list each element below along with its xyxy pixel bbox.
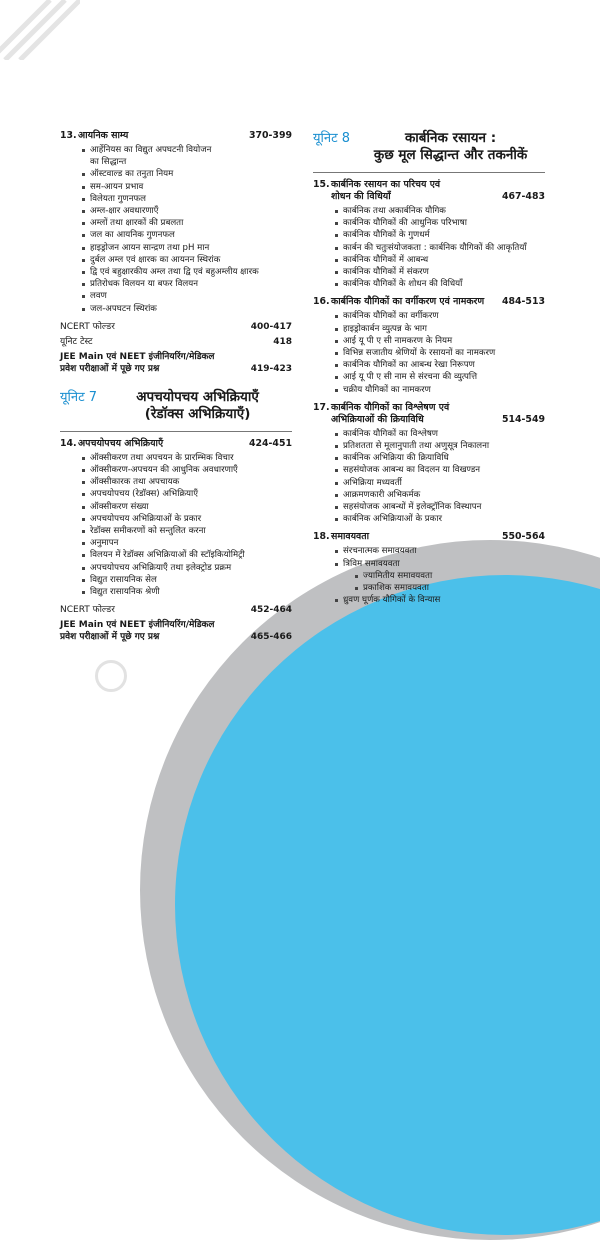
list-item: अपचयोपचय अभिक्रियाएँ तथा इलेक्ट्रोड प्रक्रम (60, 562, 292, 574)
page-range: 452-464 (250, 605, 292, 616)
right-column (313, 130, 545, 612)
list-item: कार्बनिक यौगिकों की आधुनिक परिभाषा (313, 217, 545, 229)
list-item: विलयन में रेडॉक्स अभिक्रियाओं की स्टॉइकियोमिट्री (60, 549, 292, 561)
unit-tag: यूनिट 8 (313, 131, 351, 146)
chapter-13-heading (60, 130, 292, 142)
corner-stripes-decoration (0, 0, 80, 60)
chapter-18-heading (313, 531, 545, 543)
list-item: जल-अपघटन स्थिरांक (60, 303, 292, 315)
page-range: 514-549 (501, 413, 545, 425)
list-item: सहसंयोजक आबन्धों में इलेक्ट्रॉनिक विस्थापन (313, 501, 545, 513)
list-item: विभिन्न सजातीय श्रेणियों के रसायनों का नामकरण (313, 347, 545, 359)
ncert-folder-entry (60, 321, 292, 333)
list-item: विलेयता गुणनफल (60, 193, 292, 205)
page-range: 465-466 (250, 632, 292, 643)
unit-tag: यूनिट 7 (60, 389, 98, 405)
page-range: 424-451 (248, 437, 292, 449)
list-item: ध्रुवण घूर्णक यौगिकों के विन्यास (313, 594, 545, 606)
chapter-16-topics (313, 310, 545, 395)
list-item: विद्युत रासायनिक श्रेणी (60, 586, 292, 598)
list-item: ऑक्सीकरण-अपचयन की आधुनिक अवधारणाएँ (60, 464, 292, 476)
chapter-title: समावयवता (331, 531, 370, 543)
divider (60, 431, 292, 432)
list-item: द्वि एवं बहुक्षारकीय अम्ल तथा द्वि एवं बहुअम्लीय क्षारक (60, 266, 292, 278)
list-item: कार्बनिक अभिक्रिया की क्रियाविधि (313, 452, 545, 464)
list-item: कार्बनिक यौगिकों में संकरण (313, 266, 545, 278)
list-item: ज्यामितीय समावयवता (313, 570, 545, 582)
entry-label: प्रवेश परीक्षाओं में पूछे गए प्रश्न (60, 363, 160, 374)
list-item: कार्बनिक अभिक्रियाओं के प्रकार (313, 513, 545, 525)
chapter-16-heading (313, 296, 545, 308)
chapter-14-topics (60, 452, 292, 598)
chapter-17-heading (313, 402, 545, 426)
list-item: आक्रमणकारी अभिकर्मक (313, 489, 545, 501)
page-range: 370-399 (248, 130, 292, 141)
exam-questions-entry (60, 619, 292, 631)
chapter-number: 16. (313, 296, 330, 308)
list-item: अपचयोपचय (रेडॉक्स) अभिक्रियाएँ (60, 488, 292, 500)
list-item: हाइड्रोजन आयन सान्द्रण तथा pH मान (60, 242, 292, 254)
list-item: कार्बनिक यौगिकों का विश्लेषण (313, 428, 545, 440)
chapter-number: 17. (313, 401, 330, 413)
chapter-title: अपचयोपचय अभिक्रियाएँ (78, 437, 164, 449)
list-item: संरचनात्मक समावयवता (313, 545, 545, 557)
list-item: का सिद्धान्त (90, 157, 127, 168)
list-item: कार्बन की चतुःसंयोजकता : कार्बनिक यौगिकों की आकृतियाँ (313, 242, 545, 254)
list-item: रेडॉक्स समीकरणों को सन्तुलित करना (60, 525, 292, 537)
entry-label: JEE Main एवं NEET इंजीनियरिंग/मेडिकल (60, 620, 215, 631)
entry-label: यूनिट टेस्ट (60, 336, 93, 347)
exam-questions-entry-cont (60, 363, 292, 375)
chapter-15-heading (313, 179, 545, 203)
page-range: 484-513 (501, 296, 545, 308)
list-item: सम-आयन प्रभाव (60, 181, 292, 193)
ncert-folder-entry (60, 604, 292, 616)
list-item: कार्बनिक यौगिकों में आबन्ध (313, 254, 545, 266)
list-item: लवण (60, 290, 292, 302)
list-item: ऑक्सीकरण तथा अपचयन के प्रारम्भिक विचार (60, 452, 292, 464)
list-item: प्रतिरोधक विलयन या बफर विलयन (60, 278, 292, 290)
unit-title (356, 130, 545, 164)
list-item: सहसंयोजक आबन्ध का विदलन या विखण्डन (313, 464, 545, 476)
chapter-title (331, 179, 440, 203)
list-item: ऑक्सीकरण संख्या (60, 501, 292, 513)
list-item: आई यू पी ए सी नामकरण के नियम (313, 335, 545, 347)
unit-title (103, 389, 292, 423)
list-item: प्रकाशिक समावयवता (313, 582, 545, 594)
list-item: अपचयोपचय अभिक्रियाओं के प्रकार (60, 513, 292, 525)
list-item: दुर्बल अम्ल एवं क्षारक का आयनन स्थिरांक (60, 254, 292, 266)
chapter-title: आयनिक साम्य (78, 130, 129, 141)
list-item: ऑक्सीकारक तथा अपचायक (60, 476, 292, 488)
chapter-title-line: कार्बनिक यौगिकों का विश्लेषण एवं (331, 401, 450, 413)
list-item: अम्लों तथा क्षारकों की प्रबलता (60, 217, 292, 229)
chapter-number: 13. (60, 130, 77, 141)
page-range: 400-417 (250, 321, 292, 332)
list-item: कार्बनिक यौगिकों के गुणधर्म (313, 229, 545, 241)
list-item: जल का आयनिक गुणनफल (60, 229, 292, 241)
chapter-18-topics (313, 545, 545, 606)
chapter-title-line: कार्बनिक रसायन का परिचय एवं (331, 179, 441, 190)
unit-title-line: कुछ मूल सिद्धान्त और तकनीकें (373, 147, 528, 163)
list-item: कार्बनिक तथा अकार्बनिक यौगिक (313, 205, 545, 217)
unit-title-line: कार्बनिक रसायन : (404, 130, 497, 146)
entry-label: NCERT फोल्डर (60, 321, 115, 332)
chapter-14-heading (60, 438, 292, 450)
unit-title-line: (रेडॉक्स अभिक्रियाएँ) (144, 405, 251, 422)
list-item: कार्बनिक यौगिकों का आबन्ध रेखा निरूपण (313, 359, 545, 371)
page-range: 550-564 (501, 531, 545, 543)
list-item: विद्युत रासायनिक सेल (60, 574, 292, 586)
exam-questions-entry (60, 351, 292, 363)
list-item: हाइड्रोकार्बन व्युत्पन्न के भाग (313, 323, 545, 335)
chapter-15-topics (313, 205, 545, 290)
unit-8-heading (313, 130, 545, 164)
entry-label: NCERT फोल्डर (60, 605, 115, 616)
list-item: आर्हेनियस का विद्युत अपघटनी वियोजन (60, 144, 292, 156)
entry-label: JEE Main एवं NEET इंजीनियरिंग/मेडिकल (60, 351, 215, 362)
unit-test-entry (60, 336, 292, 348)
chapter-13-topics (60, 144, 292, 315)
list-item: अभिक्रिया मध्यवर्ती (313, 477, 545, 489)
ring-decoration (95, 660, 127, 692)
chapter-number: 18. (313, 531, 330, 543)
chapter-title: कार्बनिक यौगिकों का वर्गीकरण एवं नामकरण (331, 296, 485, 308)
chapter-title-line: अभिक्रियाओं की क्रियाविधि (331, 413, 424, 425)
page-range: 418 (273, 336, 292, 347)
list-item: चक्रीय यौगिकों का नामकरण (313, 384, 545, 396)
page-range: 419-423 (250, 363, 292, 374)
left-column (60, 130, 292, 646)
unit-title-line: अपचयोपचय अभिक्रियाएँ (136, 388, 259, 405)
page-range: 467-483 (501, 191, 545, 202)
list-item: ऑस्टवाल्ड का तनुता नियम (60, 168, 292, 180)
list-item: कार्बनिक यौगिकों के शोधन की विधियाँ (313, 278, 545, 290)
list-item: कार्बनिक यौगिकों का वर्गीकरण (313, 310, 545, 322)
chapter-title (331, 402, 449, 426)
chapter-17-topics (313, 428, 545, 526)
chapter-number: 14. (60, 437, 77, 449)
exam-questions-entry-cont (60, 631, 292, 643)
chapter-title-line: शोधन की विधियाँ (331, 191, 391, 202)
unit-7-heading (60, 389, 292, 423)
list-item: आई यू पी ए सी नाम से संरचना की व्युत्पत्ति (313, 371, 545, 383)
entry-label: प्रवेश परीक्षाओं में पूछे गए प्रश्न (60, 632, 160, 643)
chapter-number: 15. (313, 179, 330, 190)
list-item: त्रिविम समावयवता (313, 558, 545, 570)
list-item: अनुमापन (60, 537, 292, 549)
divider (313, 172, 545, 173)
list-item: अम्ल-क्षार अवधारणाएँ (60, 205, 292, 217)
list-item: प्रतिशतता से मूलानुपाती तथा अणुसूत्र निकालना (313, 440, 545, 452)
